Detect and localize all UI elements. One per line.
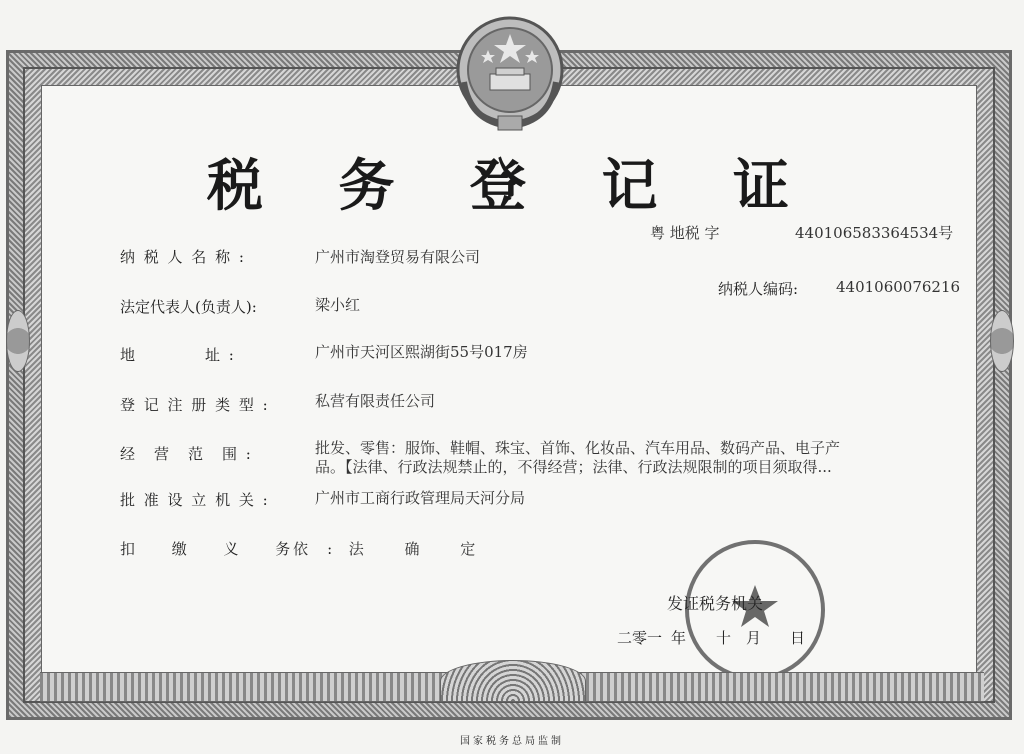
date-year: 二零一 bbox=[617, 629, 663, 647]
taxpayer-code-label: 纳税人编码: bbox=[718, 280, 799, 298]
taxpayer-name-label: 纳 税 人 名 称 : bbox=[120, 248, 246, 266]
business-scope-line1: 批发、零售：服饰、鞋帽、珠宝、首饰、化妆品、汽车用品、数码产品、电子产 bbox=[315, 439, 841, 457]
issuing-authority: 发证税务机关 bbox=[667, 594, 764, 613]
date-year-unit: 年 bbox=[671, 629, 687, 647]
business-scope-label: 经 营 范 围 : bbox=[120, 445, 253, 463]
taxpayer-code-value: 4401060076216 bbox=[836, 278, 961, 296]
footer-supervisor: 国家税务总局监制 bbox=[460, 736, 564, 747]
tax-number-prefix: 粤 地税 字 bbox=[650, 224, 720, 242]
business-scope-line2: 品。【法律、行政法规禁止的，不得经营；法律、行政法规限制的项目须取得... bbox=[315, 458, 832, 476]
reg-type-label: 登 记 注 册 类 型 : bbox=[120, 396, 270, 414]
withholding-label: 扣 缴 义 务 : bbox=[120, 540, 349, 558]
date-month-unit: 月 bbox=[746, 629, 762, 647]
approval-authority-value: 广州市工商行政管理局天河分局 bbox=[315, 489, 526, 507]
address-value: 广州市天河区熙湖街55号017房 bbox=[315, 343, 528, 361]
certificate-title: 税 务 登 记 证 bbox=[207, 153, 817, 219]
bottom-ornament bbox=[440, 660, 586, 702]
date-month: 十 bbox=[716, 629, 732, 647]
date-day-unit: 日 bbox=[790, 629, 806, 647]
address-label: 地 址 : bbox=[120, 346, 236, 364]
tax-number: 440106583364534号 bbox=[795, 224, 954, 242]
withholding-value: 依 法 确 定 bbox=[293, 540, 494, 558]
right-ornament bbox=[990, 310, 1014, 372]
legal-rep-label: 法定代表人(负责人): bbox=[120, 298, 257, 316]
legal-rep-value: 梁小红 bbox=[315, 296, 361, 314]
left-ornament bbox=[6, 310, 30, 372]
reg-type-value: 私营有限责任公司 bbox=[315, 392, 436, 410]
taxpayer-name-value: 广州市淘登贸易有限公司 bbox=[315, 248, 481, 266]
approval-authority-label: 批 准 设 立 机 关 : bbox=[120, 491, 270, 509]
national-emblem-icon bbox=[450, 12, 570, 134]
